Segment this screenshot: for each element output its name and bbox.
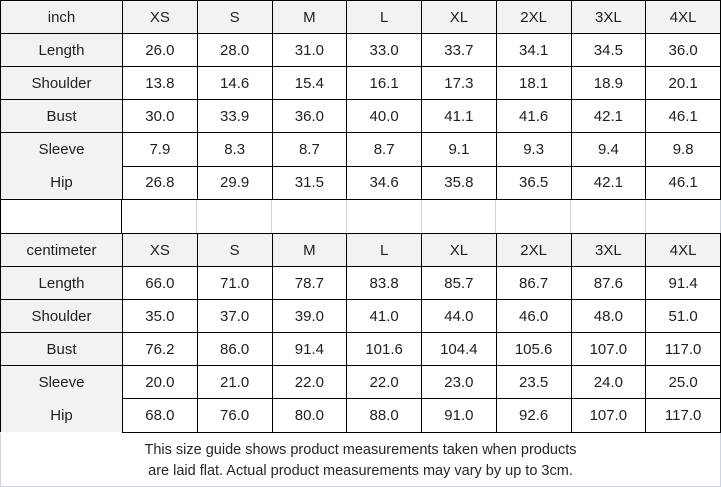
- size-value-cell: 9.3: [496, 133, 571, 167]
- unit-header: inch: [1, 1, 123, 34]
- size-value-cell: 46.0: [496, 300, 571, 333]
- size-column-header: XS: [123, 234, 198, 267]
- size-value-cell: 41.6: [496, 100, 571, 133]
- size-value-cell: 68.0: [123, 399, 198, 432]
- table-row: [1, 300, 721, 333]
- size-value-cell: 107.0: [571, 333, 646, 366]
- size-column-header: 2XL: [496, 1, 571, 34]
- size-value-cell: 13.8: [123, 67, 198, 100]
- spacer-cell: [347, 200, 422, 233]
- size-column-header: L: [347, 234, 422, 267]
- row-label: Hip: [50, 174, 73, 191]
- unit-header: centimeter: [1, 234, 123, 267]
- size-column-header: 4XL: [646, 1, 721, 34]
- size-column-header: S: [197, 234, 272, 267]
- size-value-cell: 83.8: [347, 267, 422, 300]
- size-value-cell: 85.7: [422, 267, 497, 300]
- size-value-cell: 23.5: [496, 366, 571, 399]
- table-row: [1, 100, 721, 133]
- size-value-cell: 91.4: [272, 333, 347, 366]
- size-value-cell: 104.4: [422, 333, 497, 366]
- size-value-cell: 86.7: [496, 267, 571, 300]
- table-row: [1, 267, 721, 300]
- size-value-cell: 33.7: [422, 34, 497, 67]
- size-value-cell: 30.0: [123, 100, 198, 133]
- size-value-cell: 44.0: [422, 300, 497, 333]
- size-value-cell: 29.9: [197, 166, 272, 200]
- size-value-cell: 41.1: [422, 100, 497, 133]
- spacer-cell: [422, 200, 497, 233]
- size-column-header: XL: [422, 1, 497, 34]
- size-value-cell: 92.6: [496, 399, 571, 432]
- table-row: [1, 333, 721, 366]
- table-row: [1, 133, 721, 167]
- size-value-cell: 33.9: [197, 100, 272, 133]
- size-value-cell: 105.6: [496, 333, 571, 366]
- size-value-cell: 37.0: [197, 300, 272, 333]
- size-value-cell: 40.0: [347, 100, 422, 133]
- size-value-cell: 16.1: [347, 67, 422, 100]
- size-value-cell: 9.8: [646, 133, 721, 167]
- size-value-cell: 8.7: [272, 133, 347, 167]
- size-value-cell: 35.0: [123, 300, 198, 333]
- row-label: Length: [1, 34, 123, 67]
- size-value-cell: 7.9: [123, 133, 198, 167]
- size-value-cell: 8.3: [197, 133, 272, 167]
- row-label-merged: [1, 366, 123, 433]
- size-value-cell: 51.0: [646, 300, 721, 333]
- size-value-cell: 26.0: [123, 34, 198, 67]
- size-value-cell: 91.4: [646, 267, 721, 300]
- size-value-cell: 41.0: [347, 300, 422, 333]
- size-column-header: 2XL: [496, 234, 571, 267]
- size-value-cell: 26.8: [123, 166, 198, 200]
- footnote: [0, 433, 721, 487]
- size-value-cell: 117.0: [646, 399, 721, 432]
- row-label-merged: [1, 133, 123, 200]
- size-value-cell: 91.0: [422, 399, 497, 432]
- row-label: Bust: [1, 333, 123, 366]
- size-header-row: [1, 1, 721, 34]
- size-value-cell: 46.1: [646, 100, 721, 133]
- size-value-cell: 36.0: [646, 34, 721, 67]
- size-value-cell: 71.0: [197, 267, 272, 300]
- size-value-cell: 33.0: [347, 34, 422, 67]
- size-value-cell: 34.6: [347, 166, 422, 200]
- size-value-cell: 117.0: [646, 333, 721, 366]
- size-value-cell: 86.0: [197, 333, 272, 366]
- spacer-cell: [122, 200, 197, 233]
- row-label: Bust: [1, 100, 123, 133]
- row-label: Length: [1, 267, 123, 300]
- size-column-header: 3XL: [571, 234, 646, 267]
- table-row: [1, 34, 721, 67]
- spacer-cell: [496, 200, 571, 233]
- size-value-cell: 20.0: [123, 366, 198, 399]
- size-value-cell: 78.7: [272, 267, 347, 300]
- row-label: Hip: [50, 407, 73, 424]
- size-column-header: XS: [123, 1, 198, 34]
- size-value-cell: 107.0: [571, 399, 646, 432]
- size-value-cell: 87.6: [571, 267, 646, 300]
- row-label: Sleeve: [38, 374, 85, 391]
- size-value-cell: 18.1: [496, 67, 571, 100]
- size-value-cell: 36.0: [272, 100, 347, 133]
- footnote-line-2: are laid flat. Actual product measurements may vary by up to 3cm.: [148, 462, 573, 479]
- size-value-cell: 39.0: [272, 300, 347, 333]
- size-column-header: M: [272, 1, 347, 34]
- size-header-row: [1, 234, 721, 267]
- table-row: [1, 366, 721, 399]
- spacer-cell: [272, 200, 347, 233]
- spacer-cell: [646, 200, 721, 233]
- size-value-cell: 9.4: [571, 133, 646, 167]
- centimeter-size-table: [0, 233, 721, 433]
- size-value-cell: 46.1: [646, 166, 721, 200]
- size-value-cell: 22.0: [347, 366, 422, 399]
- size-value-cell: 20.1: [646, 67, 721, 100]
- footnote-line-1: This size guide shows product measurements taken when products: [144, 441, 577, 458]
- row-label: Shoulder: [1, 300, 123, 333]
- row-label: Sleeve: [38, 141, 85, 158]
- size-value-cell: 101.6: [347, 333, 422, 366]
- size-value-cell: 31.5: [272, 166, 347, 200]
- row-label: Shoulder: [1, 67, 123, 100]
- size-value-cell: 22.0: [272, 366, 347, 399]
- size-value-cell: 8.7: [347, 133, 422, 167]
- spacer-row: [0, 200, 721, 233]
- size-value-cell: 42.1: [571, 166, 646, 200]
- size-value-cell: 76.2: [123, 333, 198, 366]
- size-value-cell: 21.0: [197, 366, 272, 399]
- size-value-cell: 18.9: [571, 67, 646, 100]
- table-row: [1, 67, 721, 100]
- spacer-cell: [0, 200, 122, 233]
- size-value-cell: 24.0: [571, 366, 646, 399]
- size-value-cell: 15.4: [272, 67, 347, 100]
- size-value-cell: 80.0: [272, 399, 347, 432]
- size-value-cell: 23.0: [422, 366, 497, 399]
- size-value-cell: 35.8: [422, 166, 497, 200]
- size-value-cell: 14.6: [197, 67, 272, 100]
- size-value-cell: 48.0: [571, 300, 646, 333]
- spacer-cell: [571, 200, 646, 233]
- size-value-cell: 31.0: [272, 34, 347, 67]
- size-value-cell: 25.0: [646, 366, 721, 399]
- size-value-cell: 34.5: [571, 34, 646, 67]
- inch-size-table: [0, 0, 721, 200]
- size-column-header: S: [197, 1, 272, 34]
- spacer-cell: [197, 200, 272, 233]
- size-value-cell: 66.0: [123, 267, 198, 300]
- size-value-cell: 88.0: [347, 399, 422, 432]
- size-value-cell: 34.1: [496, 34, 571, 67]
- size-column-header: M: [272, 234, 347, 267]
- size-value-cell: 9.1: [422, 133, 497, 167]
- size-value-cell: 42.1: [571, 100, 646, 133]
- size-column-header: 4XL: [646, 234, 721, 267]
- size-column-header: XL: [422, 234, 497, 267]
- size-value-cell: 76.0: [197, 399, 272, 432]
- size-column-header: L: [347, 1, 422, 34]
- size-column-header: 3XL: [571, 1, 646, 34]
- size-value-cell: 17.3: [422, 67, 497, 100]
- size-value-cell: 28.0: [197, 34, 272, 67]
- size-value-cell: 36.5: [496, 166, 571, 200]
